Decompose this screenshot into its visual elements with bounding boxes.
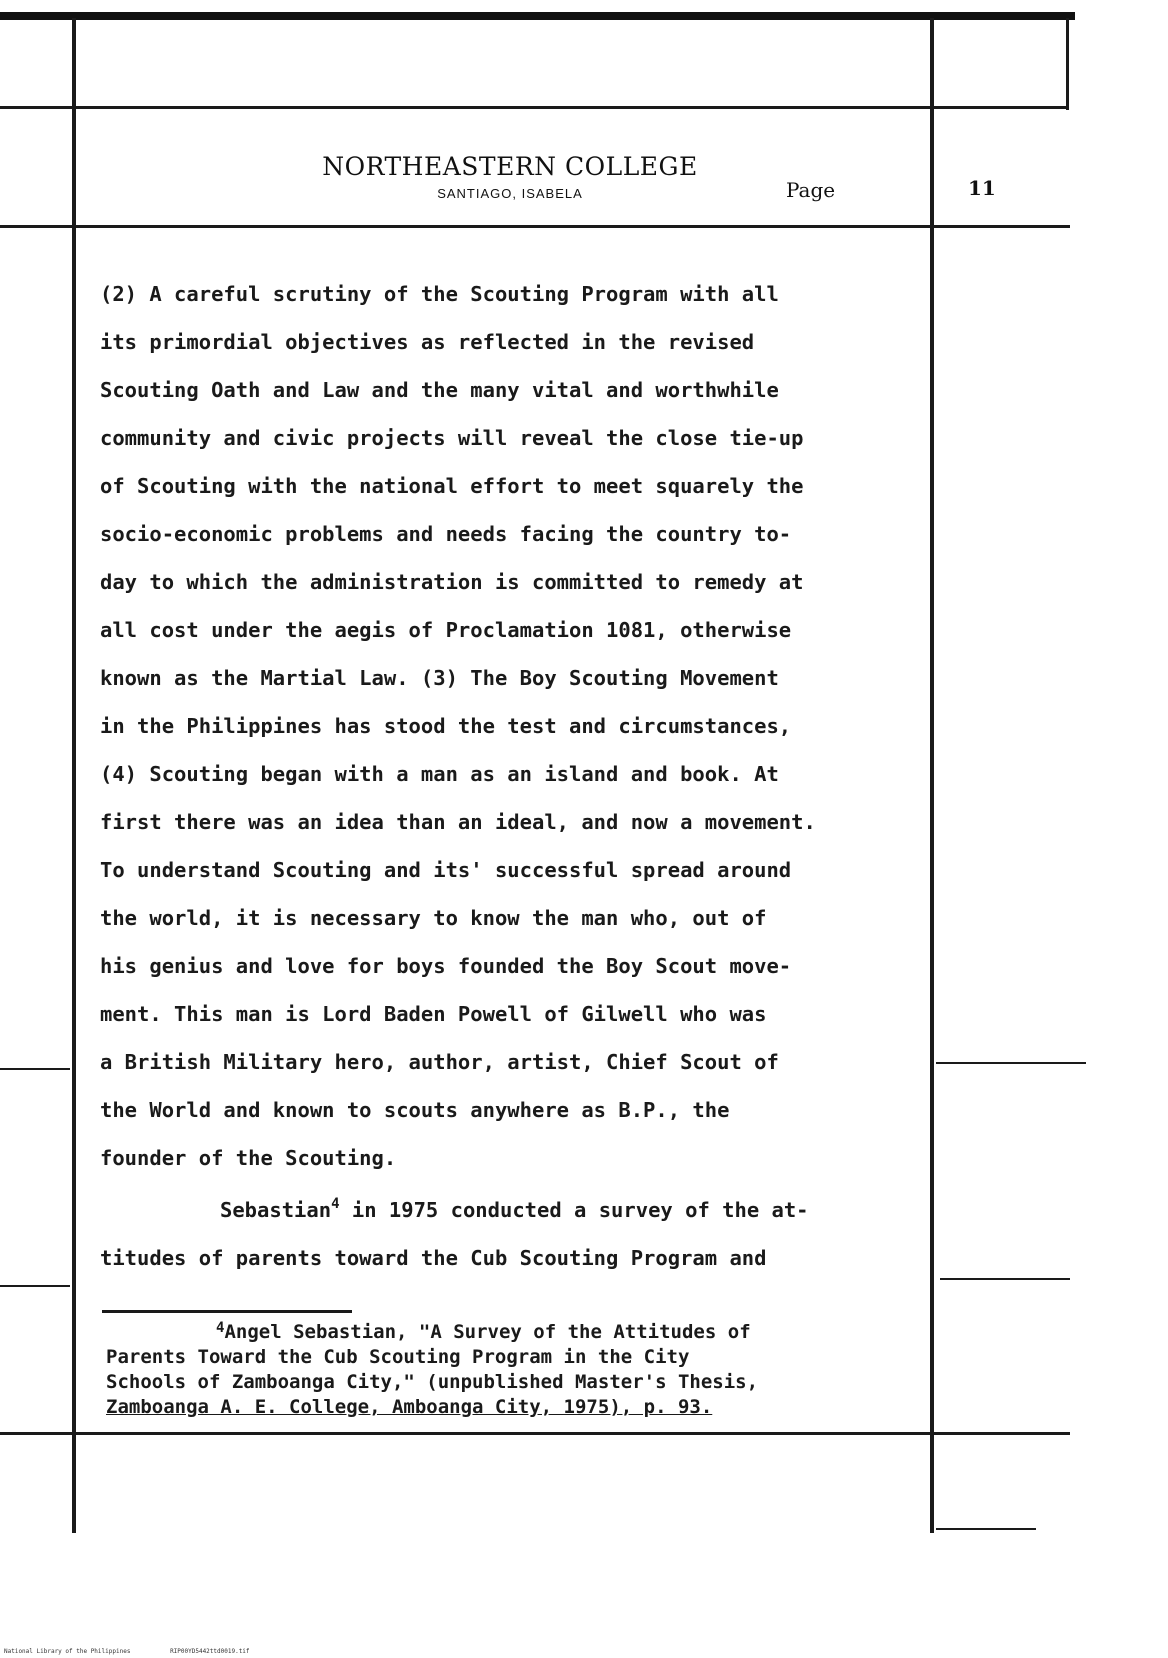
text-line: ment. This man is Lord Baden Powell of Gilwell who was xyxy=(100,1002,767,1026)
text-line: socio-economic problems and needs facing the country to- xyxy=(100,522,792,546)
body-text xyxy=(100,282,940,1294)
text-line: day to which the administration is committed to remedy at xyxy=(100,570,804,594)
text-line: all cost under the aegis of Proclamation 1081, otherwise xyxy=(100,618,792,642)
page-number: 11 xyxy=(968,176,996,200)
text-line: (2) A careful scrutiny of the Scouting Program with all xyxy=(100,282,779,306)
text-fragment: in 1975 conducted a survey of the at- xyxy=(339,1198,809,1222)
margin-rule xyxy=(0,1068,70,1070)
margin-rule xyxy=(940,1278,1070,1280)
text-line: founder of the Scouting. xyxy=(100,1146,397,1170)
footnote-line: Parents Toward the Cub Scouting Program in the City xyxy=(106,1346,690,1368)
header-top-rule xyxy=(0,106,1068,109)
text-line: Scouting Oath and Law and the many vital and worthwhile xyxy=(100,378,779,402)
text-line: in the Philippines has stood the test and circumstances, xyxy=(100,714,792,738)
text-line: of Scouting with the national effort to meet squarely the xyxy=(100,474,804,498)
text-line: first there was an idea than an ideal, and now a movement. xyxy=(100,810,816,834)
left-margin-line xyxy=(72,18,76,1533)
margin-rule xyxy=(936,1062,1086,1064)
footnote-ref: 4 xyxy=(331,1196,340,1212)
footer-rule xyxy=(0,1432,1070,1435)
text-line: a British Military hero, author, artist, Chief Scout of xyxy=(100,1050,779,1074)
page-label: Page xyxy=(786,178,836,202)
margin-rule xyxy=(936,1528,1036,1530)
text-line: (4) Scouting began with a man as an island and book. At xyxy=(100,762,779,786)
footnote-line: Zamboanga A. E. College, Amboanga City, 1975), p. 93. xyxy=(106,1396,713,1418)
text-line: the world, it is necessary to know the man who, out of xyxy=(100,906,767,930)
text-line: its primordial objectives as reflected in the revised xyxy=(100,330,755,354)
footnote xyxy=(106,1320,936,1420)
author-name: Sebastian xyxy=(220,1198,332,1222)
scan-caption xyxy=(4,1648,286,1655)
library-name: National Library of the Philippines xyxy=(4,1648,131,1655)
paragraph-start xyxy=(100,1198,940,1246)
file-name: RIP00YD5442ttd0019.tif xyxy=(170,1648,250,1655)
margin-rule xyxy=(0,1285,70,1287)
text-line: known as the Martial Law. (3) The Boy Scouting Movement xyxy=(100,666,779,690)
footnote-line xyxy=(106,1320,936,1345)
text-line: To understand Scouting and its' successful spread around xyxy=(100,858,792,882)
far-right-line xyxy=(1066,18,1069,110)
top-border xyxy=(0,12,1075,20)
text-line: his genius and love for boys founded the Boy Scout move- xyxy=(100,954,792,978)
text-line: titudes of parents toward the Cub Scouting Program and xyxy=(100,1246,767,1270)
footnote-number: 4 xyxy=(216,1320,225,1336)
footnote-text: Angel Sebastian, "A Survey of the Attitudes of xyxy=(224,1321,751,1343)
college-name: NORTHEASTERN COLLEGE xyxy=(322,152,698,181)
text-line: the World and known to scouts anywhere as B.P., the xyxy=(100,1098,730,1122)
footnote-line: Schools of Zamboanga City," (unpublished Master's Thesis, xyxy=(106,1371,759,1393)
college-location: SANTIAGO, ISABELA xyxy=(437,186,583,201)
header-bottom-rule xyxy=(0,225,1070,228)
text-line: community and civic projects will reveal the close tie-up xyxy=(100,426,804,450)
footnote-separator xyxy=(102,1310,352,1313)
